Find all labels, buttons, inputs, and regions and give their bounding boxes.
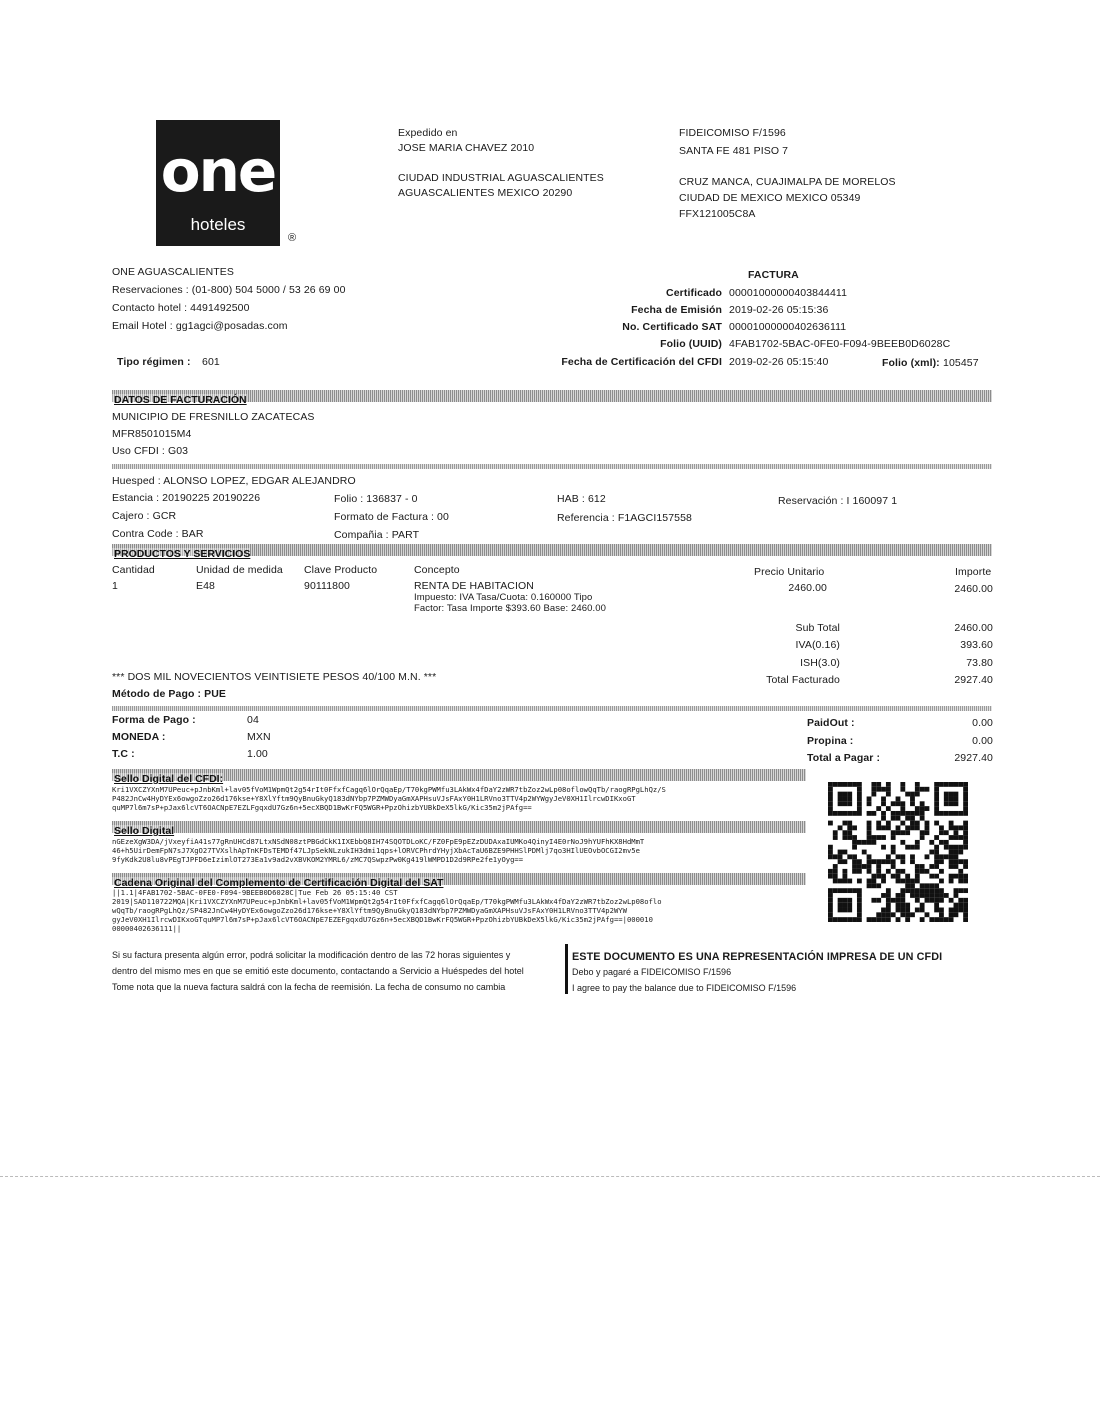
certificado-label: Certificado bbox=[666, 287, 722, 299]
guest-name: Huesped : ALONSO LOPEZ, EDGAR ALEJANDRO bbox=[112, 475, 356, 487]
footer-divider bbox=[565, 944, 568, 994]
issued-at-line3: AGUASCALIENTES MEXICO 20290 bbox=[398, 187, 573, 199]
cfdi-seal-line1: Kri1VXCZYXnM7UPeuc+pJnbKml+lav05fVoM1WpmQt2g54rIt0FfxfCagq6lOrQqaEp/T70kgPWMfu3LAkWx4fDaY2zWR7tbZoz2wLp08oflowQqTb/raogRPgLhQz/S bbox=[112, 785, 666, 794]
issuer-line4: CIUDAD DE MEXICO MEXICO 05349 bbox=[679, 192, 861, 204]
stay-company: Compañia : PART bbox=[334, 529, 420, 541]
col-header-unit: Unidad de medida bbox=[196, 564, 283, 576]
no-cert-sat-value: 00001000000402636111 bbox=[729, 321, 847, 333]
hotel-reservations: Reservaciones : (01-800) 504 5000 / 53 26 69 00 bbox=[112, 284, 346, 296]
footer-note-line2: dentro del mismo mes en que se emitió este documento, contactando a Servicio a Huéspedes del hotel bbox=[112, 966, 524, 976]
promise-to-pay-en: I agree to pay the balance due to FIDEICOMISO F/1596 bbox=[572, 983, 797, 993]
fecha-certificacion-label: Fecha de Certificación del CFDI bbox=[561, 356, 722, 368]
regime-label: Tipo régimen : bbox=[117, 356, 191, 368]
cfdi-seal-title: Sello Digital del CFDI: bbox=[114, 773, 224, 785]
issued-at-line2: CIUDAD INDUSTRIAL AGUASCALIENTES bbox=[398, 172, 604, 184]
fecha-emision-label: Fecha de Emisión bbox=[631, 304, 722, 316]
subtotal-value: 2460.00 bbox=[954, 622, 993, 634]
item-tax-line1: Impuesto: IVA Tasa/Cuota: 0.160000 Tipo bbox=[414, 592, 593, 603]
folio-uuid-label: Folio (UUID) bbox=[660, 338, 722, 350]
hotel-email: Email Hotel : gg1agci@posadas.com bbox=[112, 320, 288, 332]
payment-form-label: Forma de Pago : bbox=[112, 714, 196, 726]
promise-to-pay-es: Debo y pagaré a FIDEICOMISO F/1596 bbox=[572, 967, 732, 977]
page-bottom-rule bbox=[0, 1176, 1100, 1177]
no-cert-sat-label: No. Certificado SAT bbox=[622, 321, 722, 333]
stay-cashier: Cajero : GCR bbox=[112, 510, 177, 522]
certificado-value: 00001000000403844411 bbox=[729, 287, 848, 299]
exchange-rate-value: 1.00 bbox=[247, 748, 268, 760]
cfdi-disclaimer-title: ESTE DOCUMENTO ES UNA REPRESENTACIÓN IMPRESA DE UN CFDI bbox=[572, 951, 943, 963]
logo-wordmark: one bbox=[160, 137, 276, 205]
sat-chain-line1: ||1.1|4FAB1702-5BAC-0FE0-F094-9BEEB0D6028C|Tue Feb 26 05:15:40 CST bbox=[112, 888, 398, 897]
payment-method: Método de Pago : PUE bbox=[112, 688, 227, 700]
stay-invoice-format: Formato de Factura : 00 bbox=[334, 511, 449, 523]
hotel-name: ONE AGUASCALIENTES bbox=[112, 266, 235, 278]
divider-bar-payment bbox=[112, 706, 992, 711]
stay-folio: Folio : 136837 - 0 bbox=[334, 493, 418, 505]
stay-contra-code: Contra Code : BAR bbox=[112, 528, 204, 540]
stay-room: HAB : 612 bbox=[557, 493, 606, 505]
digital-seal-line3: 9fyKdk2U8lu8vPEgTJPFD6eIzimlOT273Ea1v9ad2vXBVKOM2YMRL6/zMC7QSwpzPw0Kg419lWMPD1D2d9RPe2fe1yOyg== bbox=[112, 855, 524, 864]
fecha-emision-value: 2019-02-26 05:15:36 bbox=[729, 304, 829, 316]
invoice-title: FACTURA bbox=[748, 269, 799, 281]
registered-mark: ® bbox=[288, 232, 297, 244]
billing-client: MUNICIPIO DE FRESNILLO ZACATECAS bbox=[112, 411, 315, 423]
issued-at-line1: JOSE MARIA CHAVEZ 2010 bbox=[398, 142, 535, 154]
amount-in-words: *** DOS MIL NOVECIENTOS VEINTISIETE PESOS 40/100 M.N. *** bbox=[112, 671, 437, 683]
col-header-qty: Cantidad bbox=[112, 564, 155, 576]
stay-reservation: Reservación : I 160097 1 bbox=[778, 495, 898, 507]
footer-note-line3: Tome nota que la nueva factura saldrá con la fecha de reemisión. La fecha de consumo no cambia bbox=[112, 982, 506, 992]
digital-seal-bar bbox=[112, 821, 806, 837]
item-amount: 2460.00 bbox=[954, 583, 993, 595]
folio-uuid-value: 4FAB1702-5BAC-0FE0-F094-9BEEB0D6028C bbox=[729, 338, 951, 350]
regime-value: 601 bbox=[202, 356, 220, 368]
fecha-certificacion-value: 2019-02-26 05:15:40 bbox=[729, 356, 829, 368]
one-hoteles-logo bbox=[156, 120, 280, 246]
divider-bar bbox=[112, 464, 992, 469]
billing-section-title: DATOS DE FACTURACIÓN bbox=[114, 394, 247, 406]
issuer-line1: FIDEICOMISO F/1596 bbox=[679, 127, 786, 139]
tip-label: Propina : bbox=[807, 735, 854, 747]
billing-uso-cfdi: Uso CFDI : G03 bbox=[112, 445, 189, 457]
item-tax-line2: Factor: Tasa Importe $393.60 Base: 2460.00 bbox=[414, 603, 607, 614]
tip-value: 0.00 bbox=[972, 735, 993, 747]
col-header-amount: Importe bbox=[955, 566, 992, 578]
billing-rfc: MFR8501015M4 bbox=[112, 428, 192, 440]
sat-chain-line2: 2019|SAD110722MQA|Kri1VXCZYXnM7UPeuc+pJnbKml+lav05fVoM1WpmQt2g54rIt0FfxfCagq6lOrQqaEp/T70kgPWMfu3LAkWx4fDaY2zWR7tbZoz2wLp08oflo bbox=[112, 897, 662, 906]
stay-reference: Referencia : F1AGCI157558 bbox=[557, 512, 692, 524]
stay-dates: Estancia : 20190225 20190226 bbox=[112, 492, 261, 504]
iva-value: 393.60 bbox=[960, 639, 993, 651]
sat-chain-line4: gyJeV0XH1IlrcwDIKxoGTquMP7l6m7sP+pJax6lcVT6OACNpE7EZEFgqxdU7Gz6n+5ecXBQD1BwKrFQ5WGR+PpzOhizbYUBkDeX5lkG/Kic35m2jPAfg==|000010 bbox=[112, 915, 653, 924]
subtotal-label: Sub Total bbox=[795, 622, 840, 634]
col-header-code: Clave Producto bbox=[304, 564, 378, 576]
currency-label: MONEDA : bbox=[112, 731, 166, 743]
ish-label: ISH(3.0) bbox=[800, 657, 840, 669]
col-header-concept: Concepto bbox=[414, 564, 460, 576]
item-qty: 1 bbox=[112, 580, 118, 592]
logo-subtitle: hoteles bbox=[190, 215, 246, 234]
col-header-price: Precio Unitario bbox=[754, 566, 825, 578]
qr-code bbox=[828, 782, 968, 922]
paidout-value: 0.00 bbox=[972, 717, 993, 729]
footer-note-line1: Si su factura presenta algún error, podrá solicitar la modificación dentro de las 72 horas siguientes y bbox=[112, 950, 511, 960]
item-unit-price: 2460.00 bbox=[788, 582, 827, 594]
currency-value: MXN bbox=[247, 731, 271, 743]
item-concept: RENTA DE HABITACION bbox=[414, 580, 534, 592]
sat-chain-line5: 00000402636111|| bbox=[112, 924, 182, 933]
cfdi-seal-bar bbox=[112, 769, 806, 785]
total-invoiced-label: Total Facturado bbox=[766, 674, 840, 686]
paidout-label: PaidOut : bbox=[807, 717, 855, 729]
total-to-pay-label: Total a Pagar : bbox=[807, 752, 881, 764]
item-unit: E48 bbox=[196, 580, 215, 592]
sat-chain-line3: wQqTb/raogRPgLhQz/SP482JnCw4HyDYEx6owgoZzo26d176kse+Y8XlYftm9QyBnuGkyQ183dNYbp7PZMWDyaGmXAPHsuVJsFAxY0H1LRVno3TTV4p2WYW bbox=[112, 906, 627, 915]
digital-seal-line1: nGEzeXgW3DA/jVxeyfiA41s77gRnUHCd87LtxNSdN08ztPBGdCkK1IXEbbQ8IH74SQOTDLoKC/FZ0FpE9pEZzDUDAxaIUMKo4QinyI4E0rNoJ9hYUFhKX8HdMmT bbox=[112, 837, 645, 846]
folio-xml-label: Folio (xml): bbox=[882, 357, 940, 369]
cfdi-seal-line3: quMP7l6m7sP+pJax6lcVT6OACNpE7EZLFgqxdU7Gz6n+5ecXBQD1BwKrFQ5WGR+PpzOhizbYUBkDeX5lkG/Kic35m2jPAfg== bbox=[112, 803, 532, 812]
total-to-pay-value: 2927.40 bbox=[954, 752, 993, 764]
issuer-line2: SANTA FE 481 PISO 7 bbox=[679, 145, 789, 157]
products-section-title: PRODUCTOS Y SERVICIOS bbox=[114, 548, 251, 560]
hotel-contact: Contacto hotel : 4491492500 bbox=[112, 302, 250, 314]
ish-value: 73.80 bbox=[966, 657, 993, 669]
sat-chain-title: Cadena Original del Complemento de Certificación Digital del SAT bbox=[114, 877, 444, 889]
digital-seal-title: Sello Digital bbox=[114, 825, 175, 837]
sat-chain-bar bbox=[112, 873, 806, 889]
issuer-line3: CRUZ MANCA, CUAJIMALPA DE MORELOS bbox=[679, 176, 896, 188]
billing-section-bar bbox=[112, 390, 992, 406]
issuer-rfc: FFX121005C8A bbox=[679, 208, 756, 220]
total-invoiced-value: 2927.40 bbox=[954, 674, 993, 686]
products-section-bar bbox=[112, 544, 992, 560]
exchange-rate-label: T.C : bbox=[112, 748, 135, 760]
item-code: 90111800 bbox=[304, 580, 350, 592]
digital-seal-line2: 46+h5UirDemFpN7sJ7XgO27TVXslhApTnKFDsTEMDf47LJpSekNLzukIH3dmi1qps+lORVCPhrdYHyjXbAcTaU6BZE9PHHSlPDMlj7qo3HIlUEOvbOCGI2mv5e bbox=[112, 846, 640, 855]
cfdi-seal-line2: P482JnCw4HyDYEx6owgoZzo26d176kse+Y8XlYftm9QyBnuGkyQ183dNYbp7PZMWDyaGmXAPHsuVJsFAxY0H1LRVno3TTV4p2WYWgyJeV0XH1IlrcwDIKxoGT bbox=[112, 794, 636, 803]
folio-xml-value: 105457 bbox=[943, 357, 979, 369]
payment-form-value: 04 bbox=[247, 714, 259, 726]
issued-at-label: Expedido en bbox=[398, 127, 458, 139]
iva-label: IVA(0.16) bbox=[795, 639, 840, 651]
